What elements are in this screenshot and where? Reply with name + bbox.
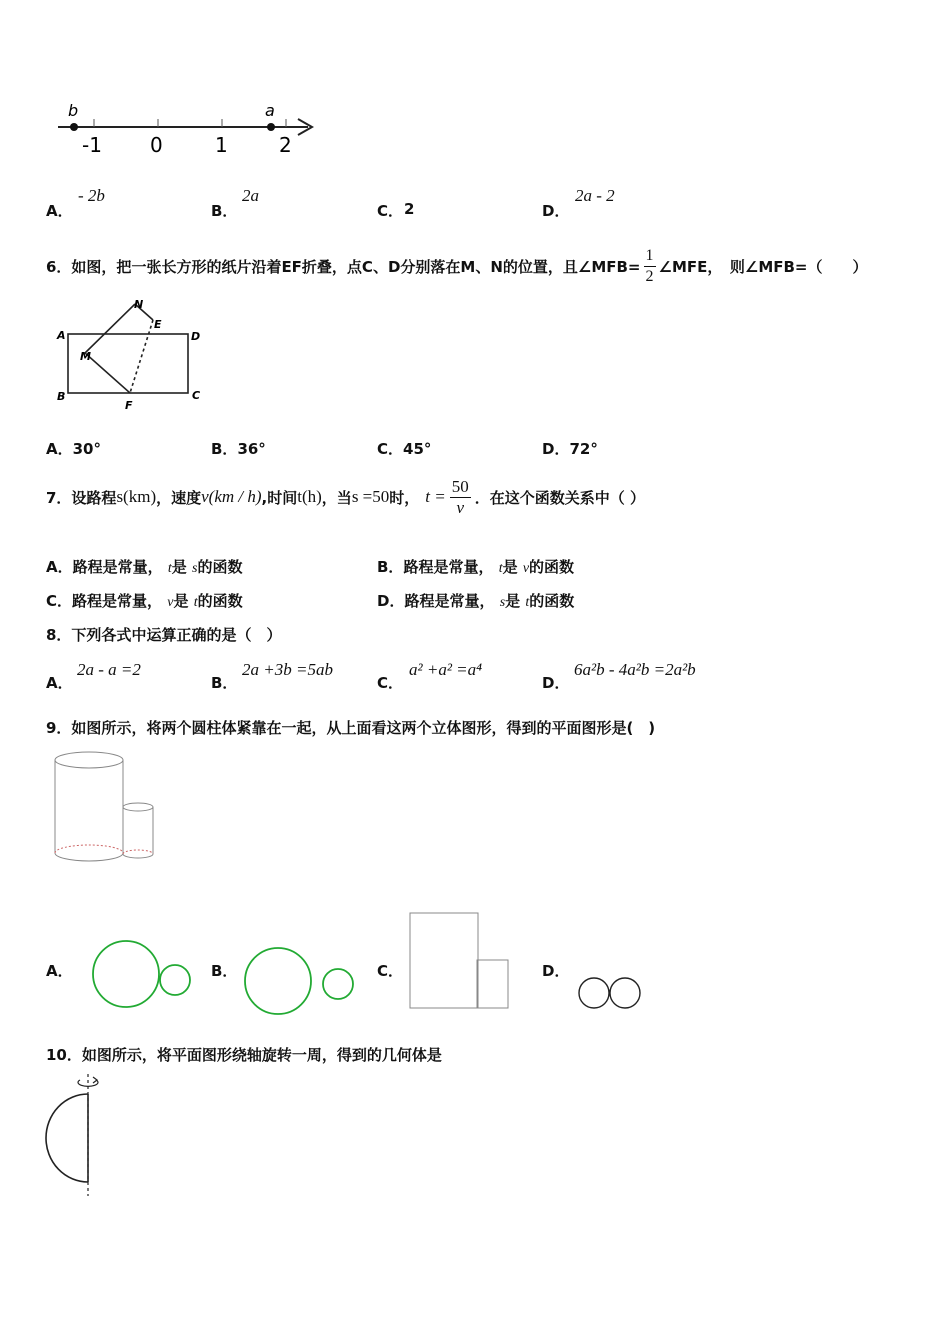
q7-text: ，速度 <box>156 488 202 507</box>
q7-math: t(h) <box>297 487 322 506</box>
q9-option-d[interactable]: D． <box>542 962 570 980</box>
fraction-denominator: 2 <box>645 267 654 285</box>
semicircle-arc <box>46 1094 88 1182</box>
q8-option-a-letter[interactable]: A． <box>46 674 73 692</box>
q6-option-b[interactable]: B．36° <box>211 440 266 458</box>
tick-label: 0 <box>150 133 163 157</box>
q5-option-c-letter[interactable]: C． <box>377 202 404 220</box>
q7-text: 时， <box>389 488 420 507</box>
q8-option-b-expr: 2a +3b =5ab <box>242 660 333 679</box>
small-circle <box>160 965 190 995</box>
q8-option-d-expr: 6a²b - 4a²b =2a²b <box>574 660 696 679</box>
q6-text-before: 6．如图，把一张长方形的纸片沿着EF折叠，点C、D分别落在M、N的位置，且∠MFB= <box>46 257 641 276</box>
label-c: C <box>192 389 201 402</box>
small-circle <box>323 969 353 999</box>
q7-text: ,时间 <box>261 488 298 507</box>
large-cylinder-bottom-hidden <box>55 845 123 853</box>
point-a-label: a <box>265 101 275 120</box>
q7-formula-fraction <box>450 477 471 518</box>
q7-option-d[interactable]: D．路程是常量， s是 t的函数 <box>377 592 575 610</box>
q5-option-b-letter[interactable]: B． <box>211 202 238 220</box>
q6-option-c[interactable]: C．45° <box>377 440 432 458</box>
q9-option-d-figure[interactable] <box>576 974 646 1012</box>
rotation-arrow-head-icon <box>93 1077 97 1083</box>
q7-math: v(km / h) <box>201 487 262 506</box>
tick-label: 1 <box>215 133 228 157</box>
tick-label: 2 <box>279 133 292 157</box>
small-cylinder-bottom <box>123 854 153 858</box>
rectangle-abcd <box>68 334 188 393</box>
q7-option-b[interactable]: B．路程是常量， t是 v的函数 <box>377 558 575 576</box>
two-cylinders-figure <box>50 748 160 868</box>
q6-stem <box>46 244 868 288</box>
q8-option-c-expr: a² +a² =a⁴ <box>409 660 483 679</box>
large-circle <box>245 948 311 1014</box>
q6-text-after: ∠MFE， 则∠MFB=（ ） <box>658 257 868 276</box>
q9-option-b[interactable]: B． <box>211 962 238 980</box>
q7-math: s =50 <box>351 487 390 506</box>
q7-text: 7．设路程 <box>46 488 117 507</box>
q8-stem: 8．下列各式中运算正确的是（ ） <box>46 626 282 644</box>
label-a: A <box>57 329 66 342</box>
fraction-denominator: v <box>456 497 464 517</box>
large-cylinder-top <box>55 752 123 768</box>
q8-option-d-letter[interactable]: D． <box>542 674 570 692</box>
label-m: M <box>80 350 91 363</box>
point-b-label: b <box>68 101 79 120</box>
q6-option-a[interactable]: A．30° <box>46 440 101 458</box>
q5-option-d-expr: 2a - 2 <box>575 186 615 205</box>
point-b <box>70 123 78 131</box>
tick-label: -1 <box>82 133 102 157</box>
q7-text: ．在这个函数关系中（ ） <box>474 488 645 507</box>
q5-option-d-letter[interactable]: D． <box>542 202 570 220</box>
q7-formula-lhs: t = <box>425 487 446 506</box>
label-e: E <box>154 318 162 331</box>
q10-stem: 10．如图所示，将平面图形绕轴旋转一周，得到的几何体是 <box>46 1046 442 1064</box>
small-cylinder-bottom-hidden <box>123 850 153 854</box>
folded-rectangle-figure <box>52 296 212 416</box>
q9-option-c-figure[interactable] <box>408 910 512 1012</box>
label-n: N <box>134 298 144 311</box>
q5-option-c-expr: 2 <box>404 200 415 218</box>
label-f: F <box>125 399 133 412</box>
q5-option-a-letter[interactable]: A． <box>46 202 73 220</box>
fraction-numerator: 1 <box>644 246 656 267</box>
q7-option-a[interactable]: A．路程是常量， t是 s的函数 <box>46 558 243 576</box>
point-a <box>267 123 275 131</box>
label-d: D <box>191 330 201 343</box>
left-circle <box>579 978 609 1008</box>
half-circle-rotation-figure <box>40 1072 120 1200</box>
q9-option-a-figure[interactable] <box>90 938 200 1010</box>
q7-math: s(km) <box>116 487 157 506</box>
q8-option-a-expr: 2a - a =2 <box>77 660 141 679</box>
q7-option-c[interactable]: C．路程是常量， v是 t的函数 <box>46 592 243 610</box>
q6-fraction <box>644 246 656 287</box>
large-rectangle <box>410 913 478 1008</box>
q9-stem: 9．如图所示，将两个圆柱体紧靠在一起，从上面看这两个立体图形，得到的平面图形是( ) <box>46 719 656 737</box>
q8-option-b-letter[interactable]: B． <box>211 674 238 692</box>
q8-option-c-letter[interactable]: C． <box>377 674 404 692</box>
q9-option-b-figure[interactable] <box>242 944 357 1019</box>
large-circle <box>93 941 159 1007</box>
q5-option-a-expr: - 2b <box>78 186 105 205</box>
fold-line-ef <box>130 320 153 393</box>
label-b: B <box>57 390 66 403</box>
number-line-figure <box>50 100 330 160</box>
right-circle <box>610 978 640 1008</box>
small-cylinder-top <box>123 803 153 811</box>
fraction-numerator: 50 <box>451 476 469 496</box>
folded-edge <box>85 304 135 393</box>
q9-option-c[interactable]: C． <box>377 962 404 980</box>
q7-stem <box>46 474 645 520</box>
small-rectangle <box>477 960 508 1008</box>
q7-text: ，当 <box>321 488 352 507</box>
q5-option-b-expr: 2a <box>242 186 259 205</box>
large-cylinder-bottom <box>55 853 123 861</box>
q6-option-d[interactable]: D．72° <box>542 440 598 458</box>
q9-option-a[interactable]: A． <box>46 962 73 980</box>
